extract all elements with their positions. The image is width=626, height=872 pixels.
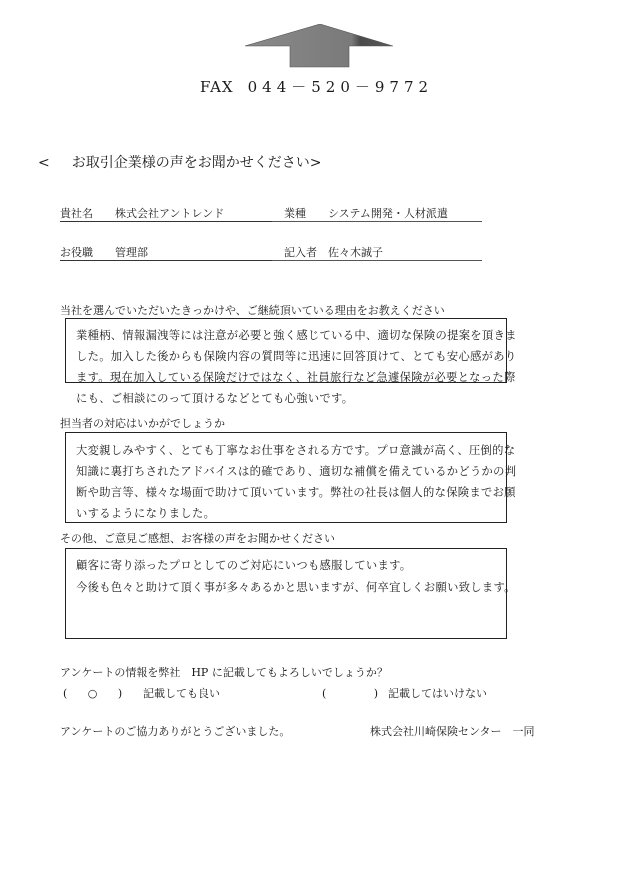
position-field (60, 244, 272, 261)
writer-value: 佐々木誠子 (328, 246, 383, 259)
consent-yes-checkbox[interactable]: ( ○ ) (63, 687, 125, 700)
page-title (38, 152, 321, 172)
answer-box-reason (65, 318, 517, 405)
answer-line: 今後も色々と助けて頂く事が多々あるかと思いますが、何卒宜しくお願い致します。 (76, 581, 516, 594)
question-staff: 担当者の対応はいかがでしょうか (60, 417, 225, 430)
industry-value: システム開発・人材派遣 (328, 207, 448, 220)
company-field (60, 205, 272, 222)
fax-number: 044－520－9772 (247, 78, 434, 96)
answer-line: 顧客に寄り添ったプロとしてのご対応にいつも感服しています。 (76, 559, 412, 572)
answer-line: した。加入した後からも保険内容の質問等に迅速に回答頂けて、とても安心感があり (76, 350, 517, 363)
position-label: お役職 (60, 246, 93, 259)
thanks-text: アンケートのご協力ありがとうございました。 (60, 725, 291, 738)
consent-question: アンケートの情報を弊社 HP に記載してもよろしいでしょうか？ (60, 666, 388, 679)
up-arrow-icon (245, 24, 395, 69)
question-other: その他、ご意見ご感想、お客様の声をお聞かせください (60, 532, 335, 545)
consent-no-checkbox[interactable]: ( ) (322, 687, 379, 700)
fax-line (200, 76, 433, 97)
company-label: 貴社名 (60, 207, 93, 220)
industry-field (272, 205, 482, 222)
answer-line: 業種柄、情報漏洩等には注意が必要と強く感じている中、適切な保険の提案を頂きま (76, 329, 517, 342)
consent-yes-label: 記載しても良い (143, 687, 220, 700)
title-text: お取引企業様の声をお聞かせください> (71, 155, 322, 171)
answer-box-staff (65, 432, 517, 523)
company-value: 株式会社アントレンド (115, 207, 225, 220)
consent-option-no[interactable] (322, 685, 487, 701)
title-bracket: < (38, 155, 50, 171)
writer-label: 記入者 (284, 246, 317, 259)
writer-field (272, 244, 482, 261)
industry-label: 業種 (284, 207, 306, 220)
consent-option-yes[interactable] (63, 685, 220, 701)
consent-no-label: 記載してはいけない (388, 687, 487, 700)
position-value: 管理部 (115, 246, 148, 259)
answer-line: いするようになりました。 (76, 507, 216, 520)
answer-line: にも、ご相談にのって頂けるなどとても心強いです。 (76, 392, 354, 405)
fax-label: FAX (200, 78, 234, 96)
signature-text: 株式会社川崎保険センター 一同 (370, 725, 535, 738)
answer-line: ます。現在加入している保険だけではなく、社員旅行など急遽保険が必要となった際 (76, 371, 516, 384)
answer-box-other (65, 548, 516, 639)
answer-line: 知識に裏打ちされたアドバイスは的確であり、適切な補償を備えているかどうかの判 (76, 465, 517, 478)
answer-line: 大変親しみやすく、とても丁寧なお仕事をされる方です。プロ意識が高く、圧倒的な (76, 444, 516, 457)
answer-line: 断や助言等、様々な場面で助けて頂いています。弊社の社長は個人的な保険までお願 (76, 486, 516, 499)
question-reason: 当社を選んでいただいたきっかけや、ご継続頂いている理由をお教えください (60, 304, 445, 317)
